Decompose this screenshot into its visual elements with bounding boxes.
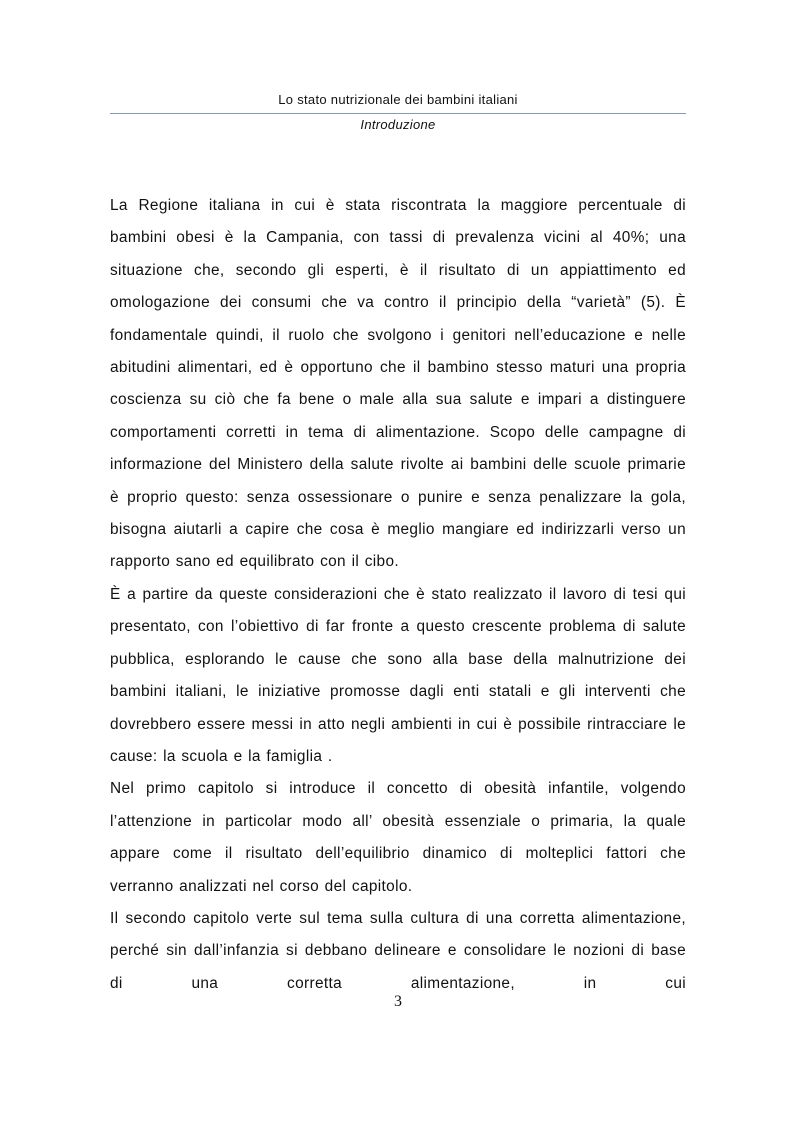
paragraph-3: Nel primo capitolo si introduce il concetto di obesità infantile, volgendo l’attenzione in particolar modo all’ obesità essenziale o primaria, la quale appare come il risultato dell’equilibrio dinamico di molteplici fattori che verranno analizzati nel corso del capitolo. (110, 780, 686, 895)
running-header-title: Lo stato nutrizionale dei bambini italiani (278, 92, 518, 107)
body-text (110, 190, 686, 1000)
paragraph-4: Il secondo capitolo verte sul tema sulla cultura di una corretta alimentazione, perché sin dall’infanzia si debbano delineare e consolidare le nozioni di base di una corretta alimentazione, in cui (110, 909, 686, 992)
page-number: 3 (394, 993, 402, 1010)
header-divider (110, 113, 686, 114)
paragraph-1: La Regione italiana in cui è stata riscontrata la maggiore percentuale di bambini obesi è la Campania, con tassi di prevalenza vicini al 40%; una situazione che, secondo gli esperti, è il risultato di un appiattimento ed omologazione dei consumi che va contro il principio della “varietà” (5). È fondamentale quindi, il ruolo che svolgono i genitori nell’educazione e nelle abitudini alimentari, ed è opportuno che il bambino stesso maturi una propria coscienza su ciò che fa bene o male alla sua salute e impari a distinguere comportamenti corretti in tema di alimentazione. Scopo delle campagne di informazione del Ministero della salute rivolte ai bambini delle scuole primarie è proprio questo: senza ossessionare o punire e senza penalizzare la gola, bisogna aiutarli a capire che cosa è meglio mangiare ed indirizzarli verso un rapporto sano ed equilibrato con il cibo. (110, 197, 686, 571)
paragraph-2: È a partire da queste considerazioni che è stato realizzato il lavoro di tesi qui presentato, con l’obiettivo di far fronte a questo crescente problema di salute pubblica, esplorando le cause che sono alla base della malnutrizione dei bambini italiani, le iniziative promosse dagli enti statali e gli interventi che dovrebbero essere messi in atto negli ambienti in cui è possibile rintracciare le cause: la scuola e la famiglia . (110, 585, 686, 765)
running-header-section: Introduzione (360, 117, 436, 132)
